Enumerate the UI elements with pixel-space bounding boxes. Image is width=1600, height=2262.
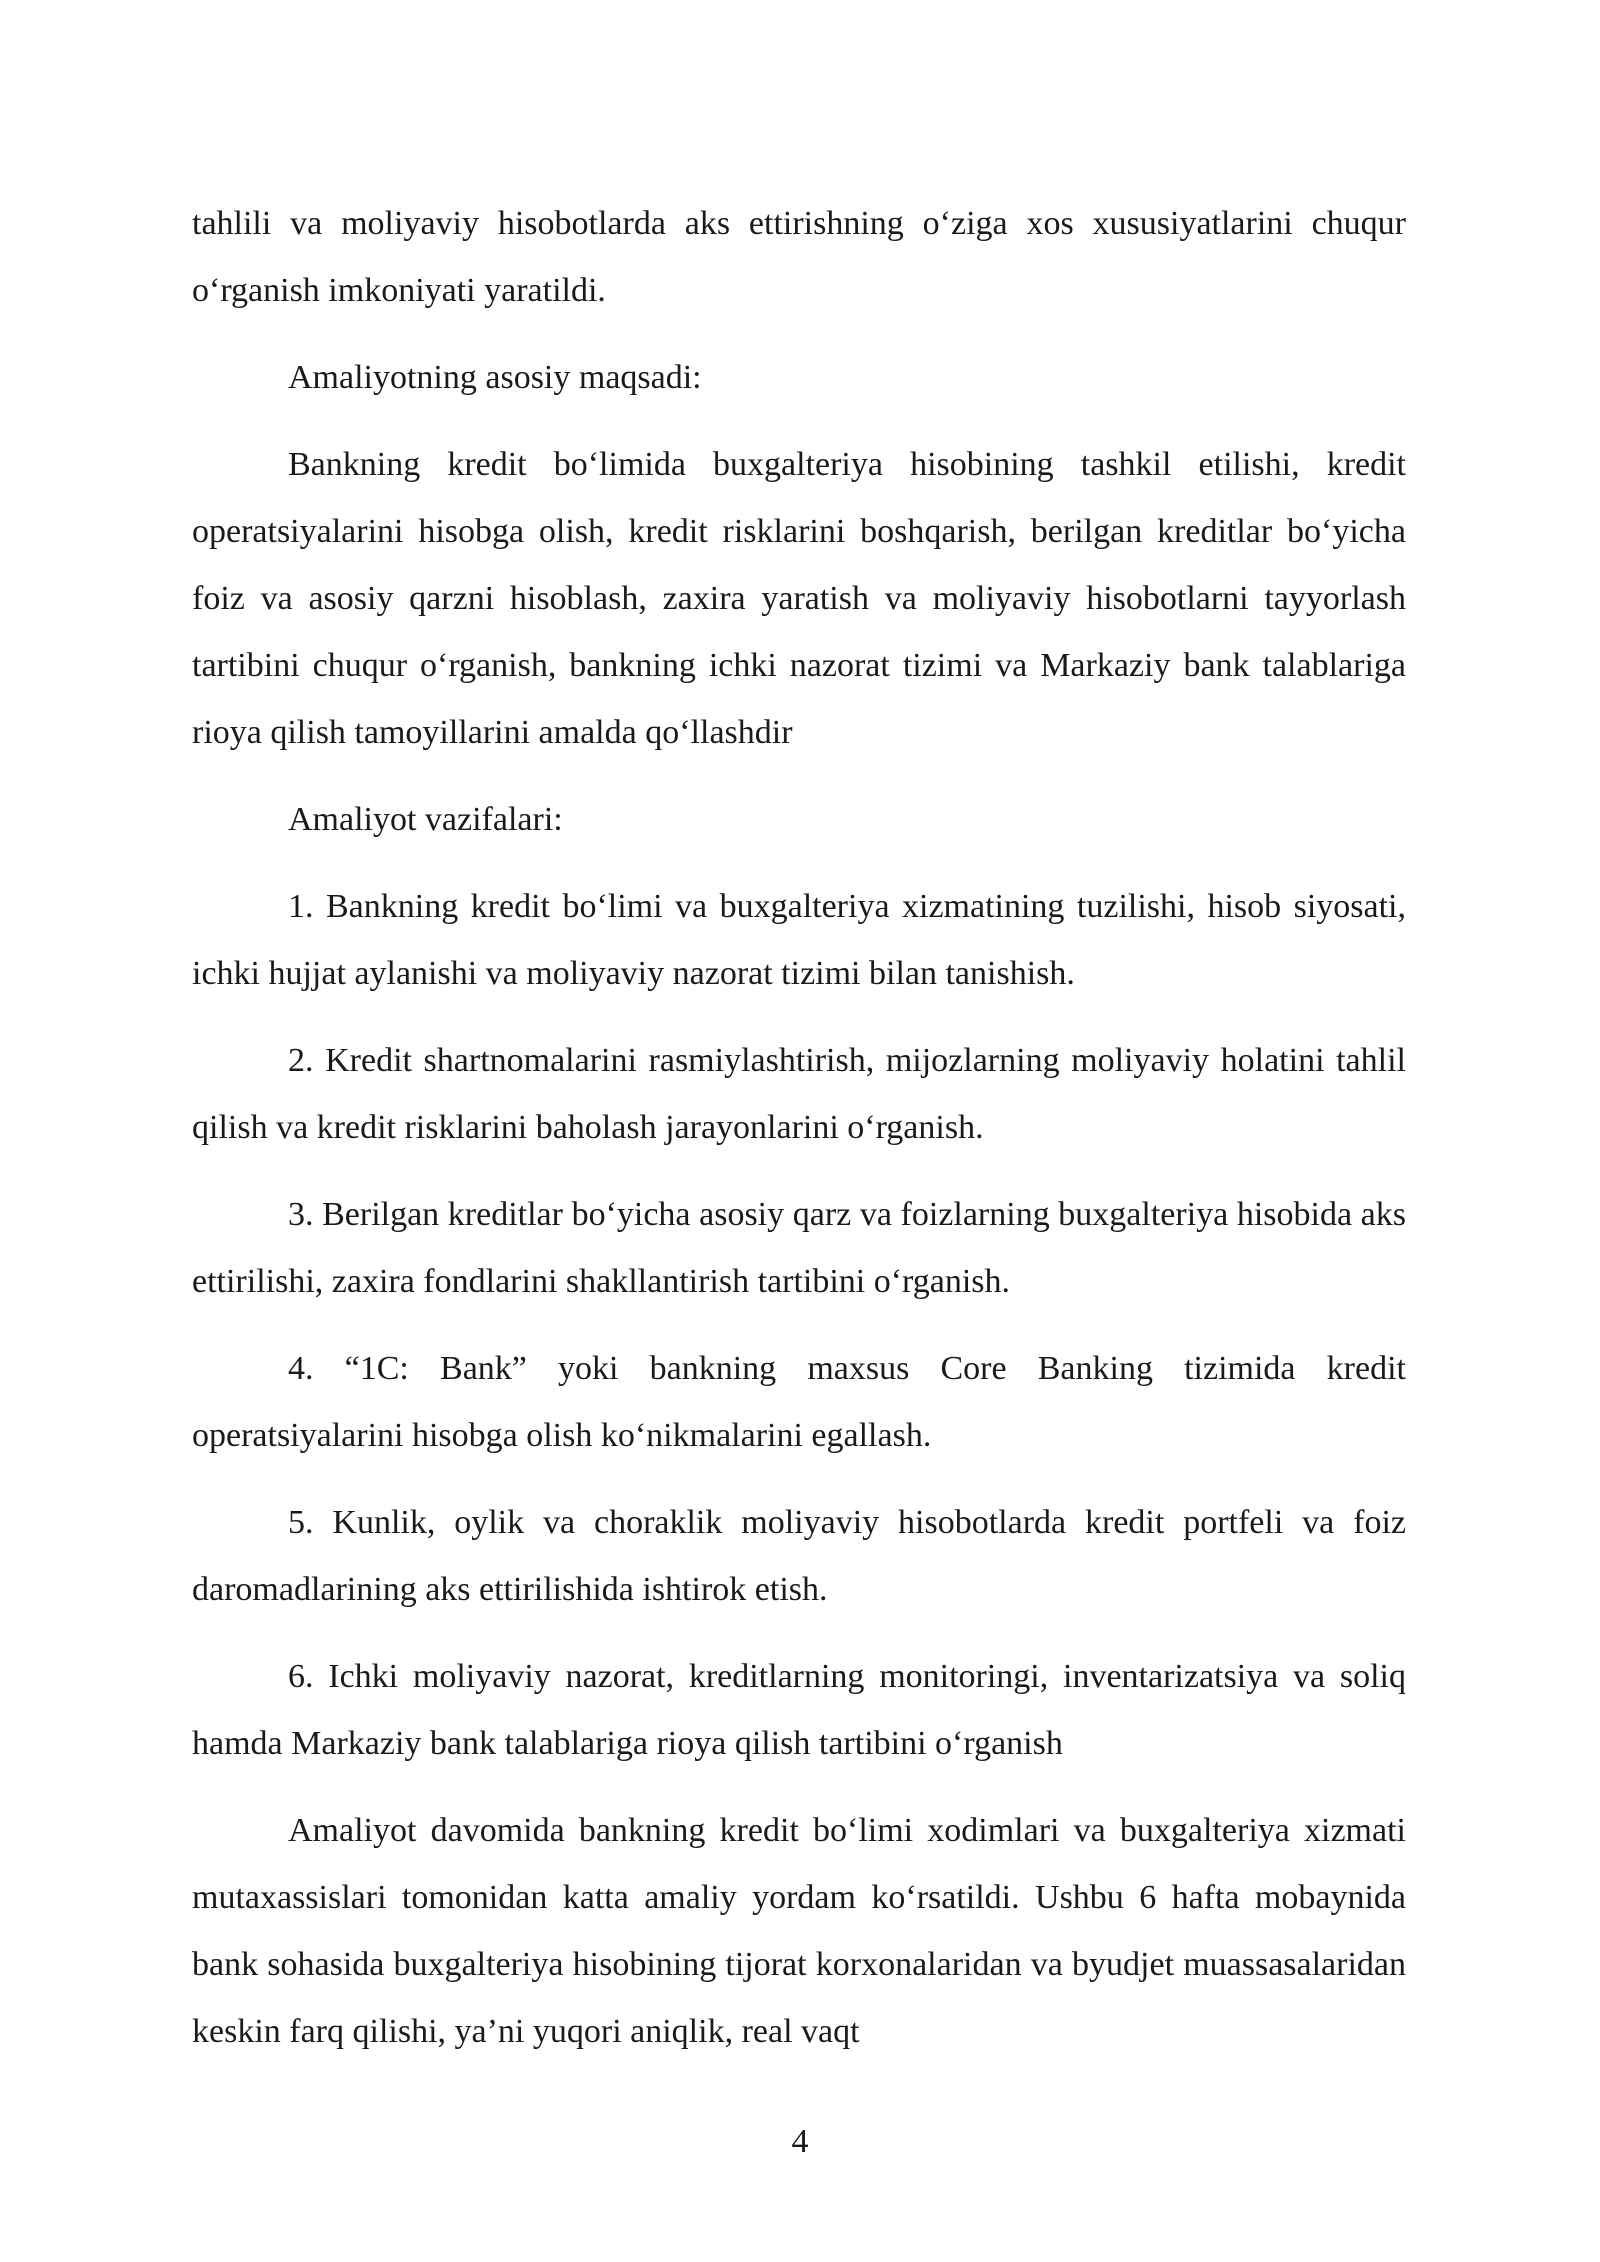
task-item-1: 1. Bankning kredit bo‘limi va buxgalteriya xizmatining tuzilishi, hisob siyosati, ichki hujjat aylanishi va moliyaviy nazorat tizimi bilan tanishish. bbox=[192, 888, 1406, 992]
task-item-4: 4. “1C: Bank” yoki bankning maxsus Core Banking tizimida kredit operatsiyalarini hisobga olish ko‘nikmalarini egallash. bbox=[192, 1350, 1406, 1454]
task-item-6: 6. Ichki moliyaviy nazorat, kreditlarning monitoringi, inventarizatsiya va soliq hamda Markaziy bank talablariga rioya qilish tartibini o‘rganish bbox=[192, 1658, 1406, 1762]
task-item-5: 5. Kunlik, oylik va choraklik moliyaviy hisobotlarda kredit portfeli va foiz daromadlarining aks ettirilishida ishtirok etish. bbox=[192, 1504, 1406, 1608]
page-number: 4 bbox=[791, 2123, 809, 2160]
page-body bbox=[192, 190, 1406, 2085]
paragraph-continuation: tahlili va moliyaviy hisobotlarda aks ettirishning o‘ziga xos xususiyatlarini chuqur o‘rganish imkoniyati yaratildi. bbox=[192, 205, 1406, 309]
task-item-3: 3. Berilgan kreditlar bo‘yicha asosiy qarz va foizlarning buxgalteriya hisobida aks ettirilishi, zaxira fondlarini shakllantirish tartibini o‘rganish. bbox=[192, 1196, 1406, 1300]
paragraph-conclusion: Amaliyot davomida bankning kredit bo‘limi xodimlari va buxgalteriya xizmati mutaxassislari tomonidan katta amaliy yordam ko‘rsatildi. Ushbu 6 hafta mobaynida bank sohasida buxgalteriya hisobining tijorat korxonalaridan va byudjet muassasalaridan keskin farq qilishi, ya’ni yuqori aniqlik, real vaqt bbox=[192, 1812, 1406, 2050]
heading-purpose: Amaliyotning asosiy maqsadi: bbox=[288, 359, 702, 396]
heading-tasks: Amaliyot vazifalari: bbox=[288, 801, 563, 838]
task-item-2: 2. Kredit shartnomalarini rasmiylashtirish, mijozlarning moliyaviy holatini tahlil qilish va kredit risklarini baholash jarayonlarini o‘rganish. bbox=[192, 1042, 1406, 1146]
paragraph-purpose: Bankning kredit bo‘limida buxgalteriya hisobining tashkil etilishi, kredit operatsiyalarini hisobga olish, kredit risklarini boshqarish, berilgan kreditlar bo‘yicha foiz va asosiy qarzni hisoblash, zaxira yaratish va moliyaviy hisobotlarni tayyorlash tartibini chuqur o‘rganish, bankning ichki nazorat tizimi va Markaziy bank talablariga rioya qilish tamoyillarini amalda qo‘llashdir bbox=[192, 446, 1406, 751]
